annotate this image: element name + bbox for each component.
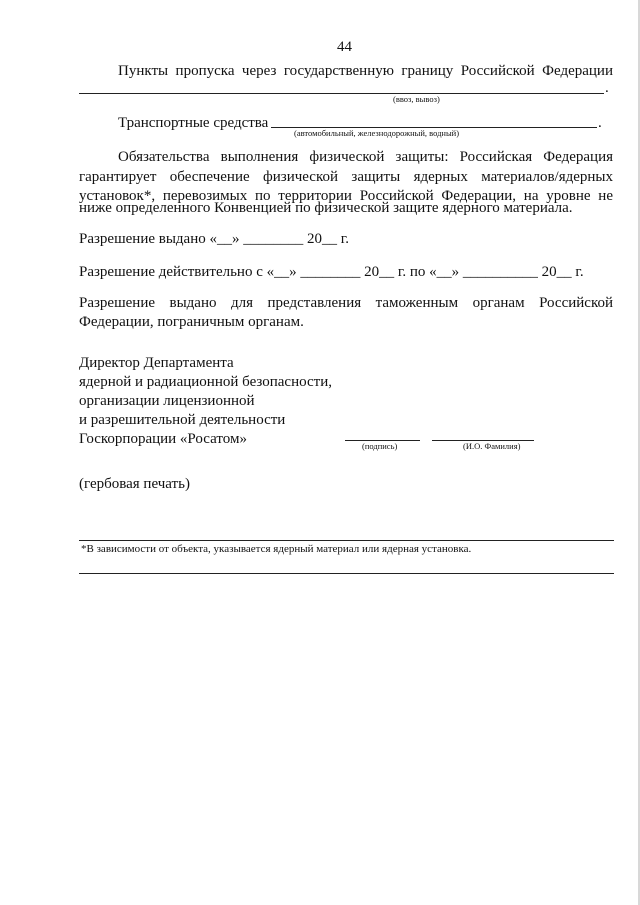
transport-trailing-dot: . (598, 115, 602, 131)
obligations-line-2: гарантирует обеспечение физической защиты ядерных материалов/ядерных (79, 169, 613, 185)
seal-placeholder: (гербовая печать) (79, 476, 190, 492)
checkpoints-trailing-dot: . (605, 80, 609, 96)
footnote-text: *В зависимости от объекта, указывается ядерный материал или ядерная установка. (81, 543, 472, 555)
signatory-line-2: ядерной и радиационной безопасности, (79, 374, 332, 390)
checkpoints-blank-line (79, 93, 604, 94)
signatory-line-3: организации лицензионной (79, 393, 255, 409)
transport-hint: (автомобильный, железнодорожный, водный) (294, 128, 460, 138)
validity-line: Разрешение действительно с «__» ________ 20__ г. по «__» __________ 20__ г. (79, 264, 584, 280)
checkpoints-hint: (ввоз, вывоз) (393, 94, 440, 104)
obligations-line-4: ниже определенного Конвенцией по физической защите ядерного материала. (79, 200, 573, 216)
footnote-separator-top (79, 540, 614, 541)
issued-date-line: Разрешение выдано «__» ________ 20__ г. (79, 231, 349, 247)
signatory-line-1: Директор Департамента (79, 355, 234, 371)
obligations-line-1: Обязательства выполнения физической защиты: Российская Федерация (118, 149, 613, 165)
obligations-line-3: установок*, перевозимых по территории Российской Федерации, на уровне не (79, 188, 613, 204)
purpose-line-1: Разрешение выдано для представления таможенным органам Российской (79, 295, 613, 311)
footnote-separator-bottom (79, 573, 614, 574)
signature-hint: (подпись) (362, 441, 398, 451)
purpose-line-2: Федерации, пограничным органам. (79, 314, 304, 330)
checkpoints-heading: Пункты пропуска через государственную границу Российской Федерации (118, 63, 613, 79)
page-number: 44 (337, 39, 352, 55)
signatory-line-5: Госкорпорации «Росатом» (79, 431, 247, 447)
transport-label: Транспортные средства (118, 115, 269, 131)
signatory-line-4: и разрешительной деятельности (79, 412, 286, 428)
name-hint: (И.О. Фамилия) (463, 441, 521, 451)
